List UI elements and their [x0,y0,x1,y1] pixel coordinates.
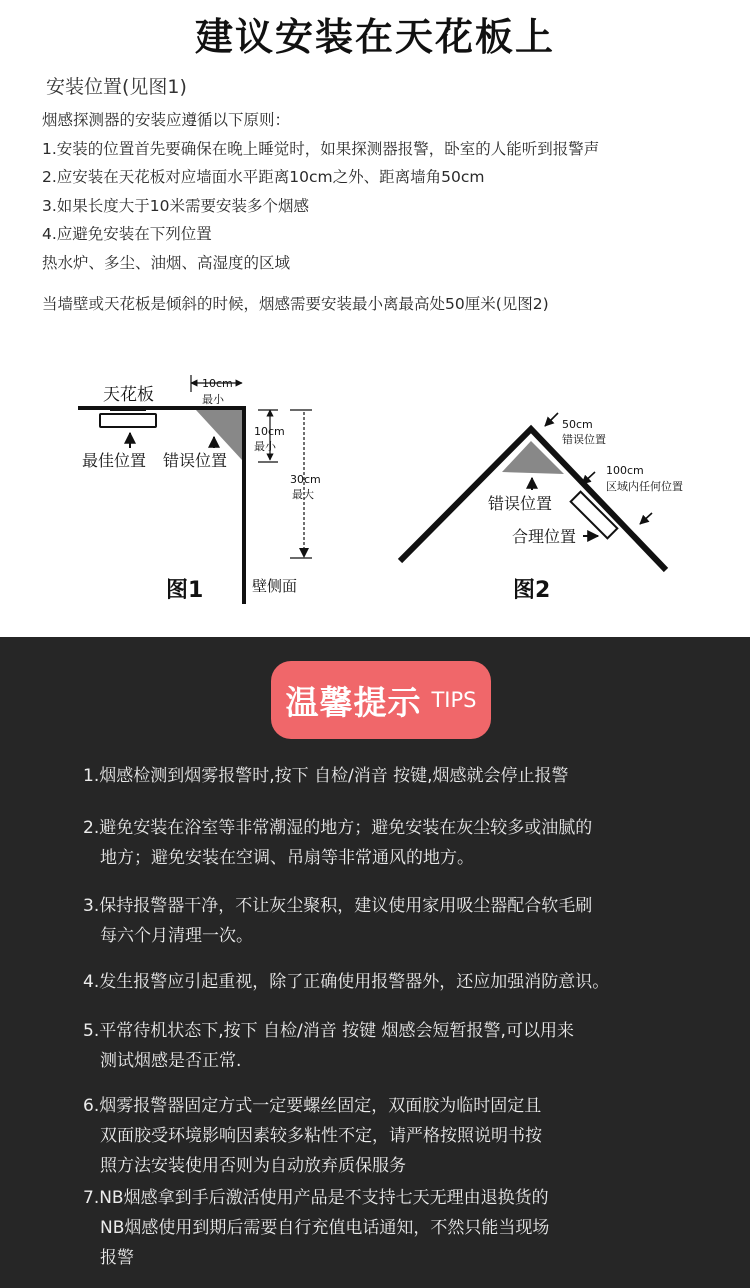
label-dim-max-sub: 最大 [292,488,314,501]
tip-line: 双面胶受环境影响因素较多粘性不定，请严格按照说明书按 [100,1126,542,1146]
tip-item [83,1183,683,1273]
label-wrong-fig1: 错误位置 [163,451,228,470]
tip-line: 7.NB烟感拿到手后激活使用产品是不支持七天无理由退换货的 [83,1188,549,1208]
label-dim-zone: 100cm [606,464,644,477]
figure-1-diagram [0,0,750,637]
figure-2-caption: 图2 [513,578,551,603]
tip-item [83,1016,683,1076]
label-dim-top-sub: 错误位置 [562,433,606,446]
label-dim-v-sub: 最小 [254,440,276,453]
label-ceiling: 天花板 [103,385,154,405]
tip-line: 地方；避免安装在空调、吊扇等非常通风的地方。 [100,848,474,868]
tip-line: 1.烟感检测到烟雾报警时,按下 自检/消音 按键,烟感就会停止报警 [83,766,569,786]
label-dim-h: 10cm [202,377,233,390]
tips-badge-en: TIPS [431,688,477,712]
tips-badge-cn: 温馨提示 [285,682,422,722]
tip-line: 5.平常待机状态下,按下 自检/消音 按键 烟感会短暂报警,可以用来 [83,1021,574,1041]
tip-line: 每六个月清理一次。 [100,926,253,946]
guide-line: 1.安装的位置首先要确保在晚上睡觉时，如果探测器报警，卧室的人能听到报警声 [42,139,600,158]
label-dim-max: 30cm [290,473,321,486]
label-dim-v: 10cm [254,425,285,438]
tip-item [83,761,683,791]
figure-1-caption: 图1 [166,578,204,603]
label-wrong-fig2: 错误位置 [488,494,553,513]
guide-line: 热水炉、多尘、油烟、高湿度的区域 [42,253,291,272]
tip-line: 2.避免安装在浴室等非常潮湿的地方；避免安装在灰尘较多或油腻的 [83,818,593,838]
tip-item [83,967,683,997]
tip-item [83,891,683,951]
label-ok: 合理位置 [512,527,577,546]
tip-line: 照方法安装使用否则为自动放弃质保服务 [100,1156,406,1176]
tip-item [83,813,683,873]
tip-line: 4.发生报警应引起重视，除了正确使用报警器外，还应加强消防意识。 [83,972,610,992]
install-heading: 安装位置(见图1) [46,76,187,98]
tilt-note: 当墙壁或天花板是倾斜的时候，烟感需要安装最小离最高处50厘米(见图2) [42,295,549,313]
tip-line: NB烟感使用到期后需要自行充值电话通知，不然只能当现场 [100,1218,550,1238]
tip-item [83,1091,683,1181]
tips-badge [271,661,491,739]
label-wall: 壁侧面 [252,577,298,595]
label-dim-zone-sub: 区域内任何位置 [606,480,683,493]
tips-section [0,637,750,1288]
guide-line: 烟感探测器的安装应遵循以下原则： [42,111,291,129]
guide-line: 2.应安装在天花板对应墙面水平距离10cm之外、距离墙角50cm [42,168,485,186]
tip-line: 3.保持报警器干净，不让灰尘聚积，建议使用家用吸尘器配合软毛刷 [83,896,593,916]
detector-icon [100,414,156,427]
label-best: 最佳位置 [82,451,147,470]
tip-line: 6.烟雾报警器固定方式一定要螺丝固定，双面胶为临时固定且 [83,1096,542,1116]
install-guide-section [0,0,750,637]
tip-line: 测试烟感是否正常. [100,1051,242,1071]
label-dim-top: 50cm [562,418,593,431]
tip-line: 报警 [100,1248,134,1268]
guide-line: 4.应避免安装在下列位置 [42,225,212,243]
label-dim-h-sub: 最小 [202,393,224,406]
page-title: 建议安装在天花板上 [194,15,555,59]
guide-line: 3.如果长度大于10米需要安装多个烟感 [42,196,310,215]
